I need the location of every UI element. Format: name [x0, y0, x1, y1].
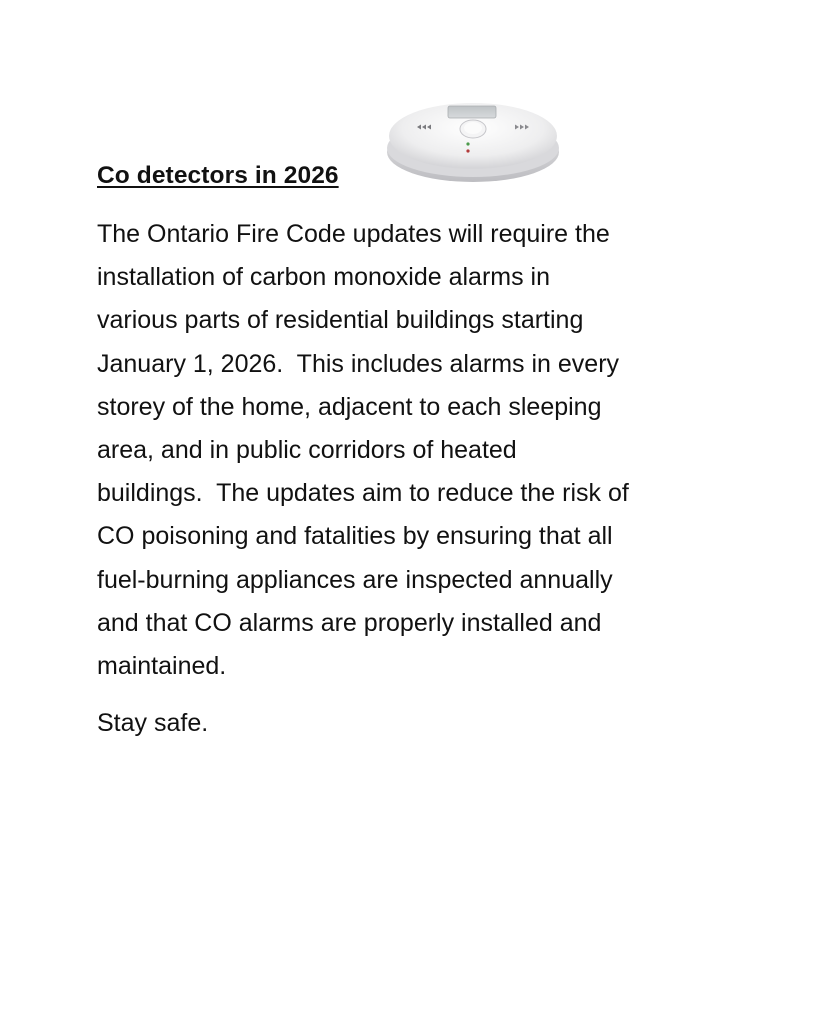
- closing-line: Stay safe.: [97, 709, 209, 737]
- body-line: buildings. The updates aim to reduce the risk of: [97, 479, 629, 508]
- body-line: area, and in public corridors of heated: [97, 436, 517, 465]
- body-line: installation of carbon monoxide alarms in: [97, 263, 551, 292]
- body-line: The Ontario Fire Code updates will require the: [97, 220, 610, 248]
- co-detector-icon: [384, 100, 562, 184]
- body-line: various parts of residential buildings starting: [97, 306, 584, 335]
- body-line: and that CO alarms are properly installed and: [97, 608, 602, 637]
- body-line: storey of the home, adjacent to each sleeping: [97, 392, 602, 421]
- body-line: maintained.: [97, 652, 227, 681]
- body-line: fuel-burning appliances are inspected annually: [97, 565, 613, 594]
- page-title: Co detectors in 2026: [97, 162, 339, 189]
- body-paragraph: [97, 213, 737, 688]
- body-line: CO poisoning and fatalities by ensuring that all: [97, 522, 613, 551]
- body-line: January 1, 2026. This includes alarms in every: [97, 349, 620, 378]
